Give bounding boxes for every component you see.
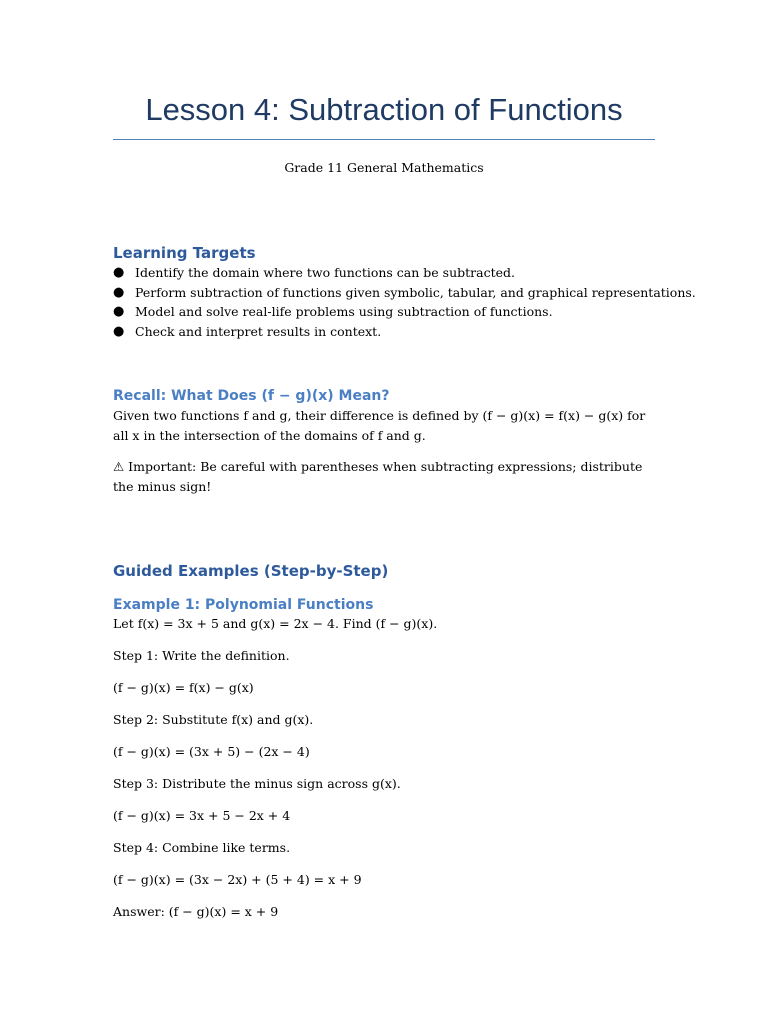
page-subtitle: Grade 11 General Mathematics	[284, 160, 484, 175]
guided-examples-heading: Guided Examples (Step-by-Step)	[113, 562, 389, 580]
example1-answer: Answer: (f − g)(x) = x + 9	[113, 904, 279, 919]
list-item	[113, 263, 696, 283]
learning-targets-list	[113, 263, 696, 341]
learning-targets-heading: Learning Targets	[113, 244, 256, 262]
example1-step-line: (f − g)(x) = 3x + 5 − 2x + 4	[113, 808, 291, 823]
bullet-icon: ●	[113, 284, 125, 300]
list-item-text: Check and interpret results in context.	[135, 323, 382, 339]
recall-heading: Recall: What Does (f − g)(x) Mean?	[113, 388, 390, 404]
example1-step-line: Step 1: Write the definition.	[113, 648, 290, 663]
bullet-icon: ●	[113, 265, 125, 281]
list-item-text: Model and solve real-life problems using subtraction of functions.	[135, 304, 553, 320]
important-note: ⚠ Important: Be careful with parentheses when subtracting expressions; distribute the minus sign!	[113, 459, 643, 494]
list-item	[113, 283, 696, 303]
example1-step-line: (f − g)(x) = (3x + 5) − (2x − 4)	[113, 744, 310, 759]
example1-step-line: Step 4: Combine like terms.	[113, 840, 291, 855]
list-item	[113, 302, 696, 322]
example1-step-line: Step 2: Substitute f(x) and g(x).	[113, 712, 314, 727]
page-title: Lesson 4: Subtraction of Functions	[145, 92, 623, 127]
bullet-icon: ●	[113, 304, 125, 320]
list-item	[113, 322, 696, 342]
title-underline	[113, 139, 655, 140]
example1-step-line: (f − g)(x) = (3x − 2x) + (5 + 4) = x + 9	[113, 872, 362, 887]
bullet-icon: ●	[113, 323, 125, 339]
example1-step-line: (f − g)(x) = f(x) − g(x)	[113, 680, 254, 695]
list-item-text: Identify the domain where two functions can be subtracted.	[135, 265, 515, 281]
list-item-text: Perform subtraction of functions given symbolic, tabular, and graphical representations.	[135, 284, 696, 300]
recall-definition: Given two functions f and g, their difference is defined by (f − g)(x) = f(x) − g(x) for all x in the intersection of the domains of f and g.	[113, 408, 646, 443]
example1-step-line: Step 3: Distribute the minus sign across g(x).	[113, 776, 401, 791]
example1-prompt: Let f(x) = 3x + 5 and g(x) = 2x − 4. Find (f − g)(x).	[113, 616, 438, 631]
example1-heading: Example 1: Polynomial Functions	[113, 597, 374, 613]
